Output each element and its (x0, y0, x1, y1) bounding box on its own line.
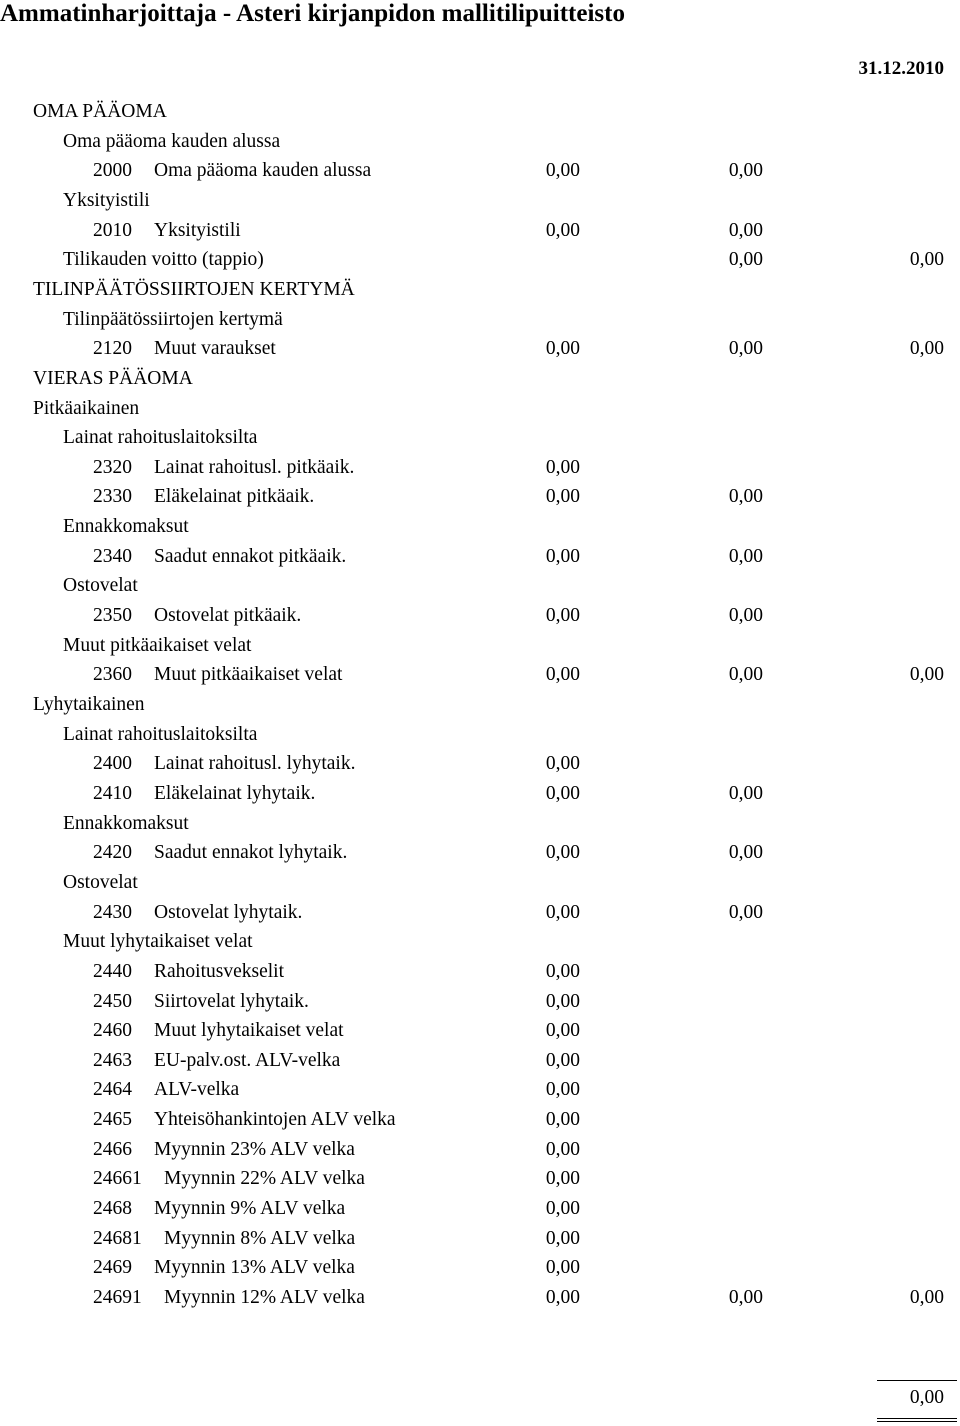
section-label: TILINPÄÄTÖSSIIRTOJEN KERTYMÄ (33, 279, 355, 300)
group-heading (0, 308, 960, 332)
account-name: Myynnin 9% ALV velka (154, 1198, 346, 1219)
account-amount: 0,00 (545, 1079, 580, 1100)
account-row (0, 219, 960, 243)
account-name: Muut lyhytaikaiset velat (154, 1020, 344, 1041)
account-code: 2465 (93, 1109, 132, 1130)
account-name: ALV-velka (154, 1079, 240, 1100)
account-name: Myynnin 23% ALV velka (154, 1139, 355, 1160)
account-row (0, 159, 960, 183)
group-heading (0, 574, 960, 598)
account-row (0, 960, 960, 984)
grand-total: 0,00 (909, 1387, 944, 1408)
group-heading (0, 634, 960, 658)
account-name: Yksityistili (154, 220, 241, 241)
account-code: 2450 (93, 991, 132, 1012)
subtotal-amount: 0,00 (728, 783, 763, 804)
account-name: Saadut ennakot pitkäaik. (154, 546, 347, 567)
account-name: Ostovelat pitkäaik. (154, 605, 302, 626)
total-amount: 0,00 (909, 338, 944, 359)
account-code: 2464 (93, 1079, 132, 1100)
account-code: 2000 (93, 160, 132, 181)
total-amount: 0,00 (909, 664, 944, 685)
account-name: Oma pääoma kauden alussa (154, 160, 372, 181)
account-row (0, 337, 960, 361)
account-row (0, 752, 960, 776)
group-label: Ennakkomaksut (63, 813, 189, 834)
account-amount: 0,00 (545, 220, 580, 241)
account-amount: 0,00 (545, 991, 580, 1012)
account-row (0, 456, 960, 480)
double-underline-top (877, 1418, 957, 1419)
document-title: Ammatinharjoittaja - Asteri kirjanpidon mallitilipuitteisto (0, 0, 625, 27)
subtotal-amount: 0,00 (728, 338, 763, 359)
account-amount: 0,00 (545, 160, 580, 181)
account-code: 24691 (93, 1287, 142, 1308)
account-amount: 0,00 (545, 842, 580, 863)
group-label: Oma pääoma kauden alussa (63, 131, 281, 152)
group-heading (0, 871, 960, 895)
account-amount: 0,00 (545, 961, 580, 982)
account-name: EU-palv.ost. ALV-velka (154, 1050, 341, 1071)
account-code: 24681 (93, 1228, 142, 1249)
account-code: 2440 (93, 961, 132, 982)
account-amount: 0,00 (545, 457, 580, 478)
account-name: Muut pitkäaikaiset velat (154, 664, 343, 685)
account-code: 2120 (93, 338, 132, 359)
account-row (0, 1197, 960, 1221)
group-heading (0, 189, 960, 213)
group-label: Yksityistili (63, 190, 150, 211)
total-underline (877, 1380, 957, 1381)
section-heading (0, 100, 960, 124)
account-code: 2400 (93, 753, 132, 774)
account-amount: 0,00 (545, 338, 580, 359)
account-amount: 0,00 (545, 486, 580, 507)
section-label: VIERAS PÄÄOMA (33, 368, 193, 389)
group-label: Ostovelat (63, 575, 138, 596)
account-amount: 0,00 (545, 1257, 580, 1278)
account-code: 2430 (93, 902, 132, 923)
account-amount: 0,00 (545, 753, 580, 774)
group-heading (0, 812, 960, 836)
account-code: 2468 (93, 1198, 132, 1219)
account-row (0, 1108, 960, 1132)
group-label: Tilinpäätössiirtojen kertymä (63, 309, 283, 330)
account-row (0, 1049, 960, 1073)
account-name: Myynnin 12% ALV velka (164, 1287, 365, 1308)
double-underline-bottom (877, 1421, 957, 1422)
account-code: 24661 (93, 1168, 142, 1189)
account-code: 2410 (93, 783, 132, 804)
subtotal-amount: 0,00 (728, 1287, 763, 1308)
subtotal-amount: 0,00 (728, 842, 763, 863)
group-label: Ostovelat (63, 872, 138, 893)
account-code: 2330 (93, 486, 132, 507)
account-name: Eläkelainat pitkäaik. (154, 486, 315, 507)
total-amount: 0,00 (909, 249, 944, 270)
group-heading (0, 930, 960, 954)
account-name: Myynnin 8% ALV velka (164, 1228, 356, 1249)
account-row (0, 1138, 960, 1162)
group-label: Ennakkomaksut (63, 516, 189, 537)
account-row (0, 1019, 960, 1043)
account-name: Siirtovelat lyhytaik. (154, 991, 309, 1012)
account-amount: 0,00 (545, 1228, 580, 1249)
section-heading (0, 278, 960, 302)
group-heading (0, 130, 960, 154)
subtotal-amount: 0,00 (728, 220, 763, 241)
account-code: 2469 (93, 1257, 132, 1278)
account-row (0, 604, 960, 628)
group-heading (0, 248, 960, 272)
group-heading (0, 723, 960, 747)
account-amount: 0,00 (545, 664, 580, 685)
account-name: Ostovelat lyhytaik. (154, 902, 303, 923)
account-amount: 0,00 (545, 1198, 580, 1219)
account-code: 2350 (93, 605, 132, 626)
account-amount: 0,00 (545, 1109, 580, 1130)
account-amount: 0,00 (545, 605, 580, 626)
group-label: Lainat rahoituslaitoksilta (63, 427, 258, 448)
account-code: 2463 (93, 1050, 132, 1071)
group-label: Tilikauden voitto (tappio) (63, 249, 264, 270)
account-amount: 0,00 (545, 1287, 580, 1308)
subtotal-amount: 0,00 (728, 249, 763, 270)
account-row (0, 1167, 960, 1191)
account-code: 2466 (93, 1139, 132, 1160)
account-row (0, 841, 960, 865)
account-name: Rahoitusvekselit (154, 961, 284, 982)
account-amount: 0,00 (545, 1050, 580, 1071)
account-code: 2010 (93, 220, 132, 241)
account-amount: 0,00 (545, 1168, 580, 1189)
group-label: Muut pitkäaikaiset velat (63, 635, 252, 656)
account-name: Yhteisöhankintojen ALV velka (154, 1109, 396, 1130)
account-row (0, 1286, 960, 1310)
section-heading (0, 397, 960, 421)
subtotal-amount: 0,00 (728, 902, 763, 923)
subtotal-amount: 0,00 (728, 605, 763, 626)
section-label: Pitkäaikainen (33, 398, 140, 419)
account-name: Muut varaukset (154, 338, 276, 359)
account-code: 2420 (93, 842, 132, 863)
account-amount: 0,00 (545, 902, 580, 923)
account-name: Saadut ennakot lyhytaik. (154, 842, 348, 863)
account-name: Myynnin 13% ALV velka (154, 1257, 355, 1278)
account-row (0, 545, 960, 569)
report-date: 31.12.2010 (858, 58, 944, 79)
account-amount: 0,00 (545, 1020, 580, 1041)
account-code: 2320 (93, 457, 132, 478)
account-row (0, 782, 960, 806)
subtotal-amount: 0,00 (728, 546, 763, 567)
account-row (0, 1227, 960, 1251)
account-row (0, 1078, 960, 1102)
account-code: 2360 (93, 664, 132, 685)
total-amount: 0,00 (909, 1287, 944, 1308)
section-heading (0, 367, 960, 391)
account-name: Myynnin 22% ALV velka (164, 1168, 365, 1189)
account-row (0, 485, 960, 509)
account-amount: 0,00 (545, 783, 580, 804)
account-name: Lainat rahoitusl. pitkäaik. (154, 457, 355, 478)
section-heading (0, 693, 960, 717)
account-name: Eläkelainat lyhytaik. (154, 783, 316, 804)
subtotal-amount: 0,00 (728, 486, 763, 507)
subtotal-amount: 0,00 (728, 664, 763, 685)
account-name: Lainat rahoitusl. lyhytaik. (154, 753, 356, 774)
account-amount: 0,00 (545, 546, 580, 567)
account-row (0, 663, 960, 687)
subtotal-amount: 0,00 (728, 160, 763, 181)
group-label: Muut lyhytaikaiset velat (63, 931, 253, 952)
account-amount: 0,00 (545, 1139, 580, 1160)
account-code: 2460 (93, 1020, 132, 1041)
section-label: OMA PÄÄOMA (33, 101, 167, 122)
account-row (0, 1256, 960, 1280)
section-label: Lyhytaikainen (33, 694, 145, 715)
account-row (0, 990, 960, 1014)
group-heading (0, 426, 960, 450)
account-row (0, 901, 960, 925)
group-heading (0, 515, 960, 539)
account-code: 2340 (93, 546, 132, 567)
group-label: Lainat rahoituslaitoksilta (63, 724, 258, 745)
